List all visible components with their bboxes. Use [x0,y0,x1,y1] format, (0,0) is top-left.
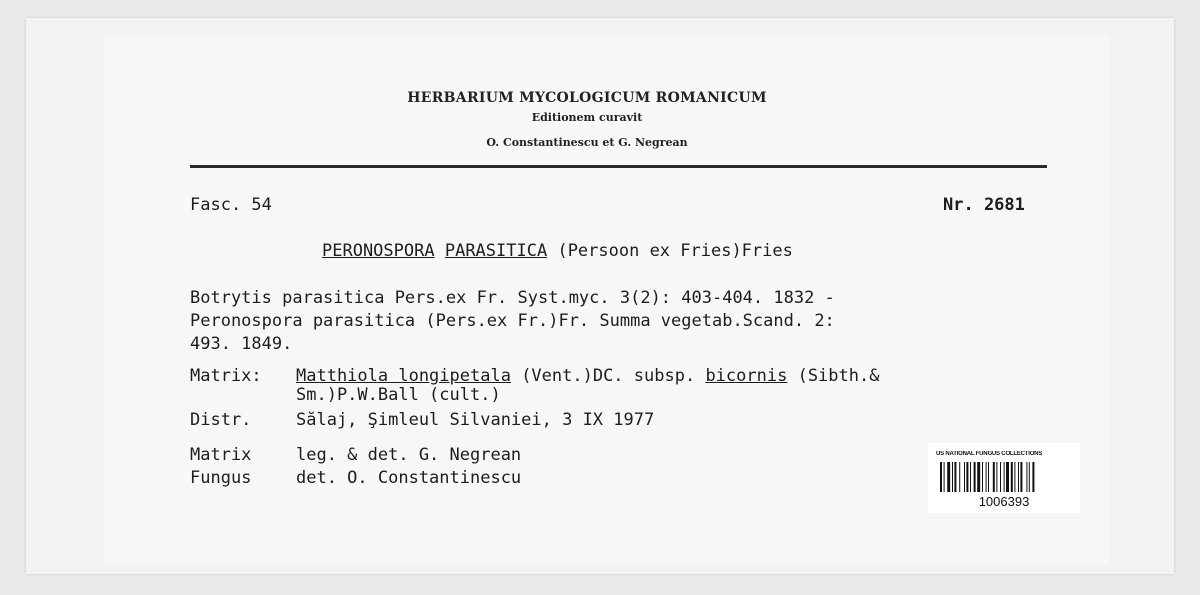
species-epithet: PARASITICA [444,241,548,261]
collector-value: leg. & det. G. Negrean [296,445,522,465]
barcode-stripe [974,462,976,492]
distribution-label: Distr. [190,410,252,430]
barcode-stripe [940,462,942,492]
fascicle-number: Fasc. 54 [190,195,272,215]
header-edition: Editionem curavit [531,111,643,124]
barcode-bars [940,462,1070,492]
barcode-stripe [944,462,945,492]
distribution-value: Sălaj, Şimleul Silvaniei, 3 IX 1977 [296,410,655,430]
barcode-stripe [1032,462,1034,492]
barcode-stripe [977,462,980,492]
subspecies-authority-2: Sm.)P.W.Ball (cult.) [296,385,501,405]
barcode-stripe [1029,462,1030,492]
synonymy-line-1: Botrytis parasitica Pers.ex Fr. Syst.myc. 3(2): 403-404. 1832 - [190,288,835,308]
barcode-stripe [1018,462,1019,492]
species-authority: (Persoon ex Fries)Fries [557,241,793,261]
host-authority: (Vent.)DC. subsp. [521,366,696,386]
barcode-stripe [966,462,968,492]
host-name: Matthiola longipetala [296,366,511,386]
barcode-label [928,443,1080,513]
barcode-stripe [1026,462,1027,492]
fungus-label: Fungus [190,468,252,488]
barcode-stripe [993,462,995,492]
fungus-value: det. O. Constantinescu [296,468,522,488]
barcode-stripe [947,462,950,492]
barcode-stripe [952,462,953,492]
barcode-stripe [1011,462,1013,492]
species-genus: PERONOSPORA [322,241,435,261]
subspecies-authority-1: (Sibth.& [797,366,880,386]
barcode-number: 1006393 [978,494,1030,509]
barcode-stripe [1006,462,1009,492]
header-divider [190,165,1047,168]
barcode-stripe [1020,462,1022,492]
barcode-stripe [1000,462,1001,492]
header-editors: O. Constantinescu et G. Negrean [486,136,688,149]
barcode-stripe [954,462,956,492]
synonymy-line-2: Peronospora parasitica (Pers.ex Fr.)Fr. Summa vegetab.Scand. 2: [190,311,835,331]
species-name [322,241,793,261]
barcode-stripe [986,462,987,492]
header-title: HERBARIUM MYCOLOGICUM ROMANICUM [407,90,767,106]
host-subspecies: bicornis [705,366,788,386]
barcode-stripe [988,462,989,492]
barcode-stripe [970,462,971,492]
barcode-stripe [1004,462,1005,492]
collector-label: Matrix [190,445,252,465]
matrix-label: Matrix: [190,366,262,386]
barcode-stripe [964,462,965,492]
barcode-stripe [1014,462,1015,492]
barcode-stripe [959,462,960,492]
synonymy-line-3: 493. 1849. [190,334,293,354]
matrix-line-1 [296,366,879,386]
exsiccata-number: Nr. 2681 [943,195,1025,215]
barcode-stripe [982,462,983,492]
barcode-stripe [996,462,997,492]
barcode-header: US NATIONAL FUNGUS COLLECTIONS [936,451,1043,457]
